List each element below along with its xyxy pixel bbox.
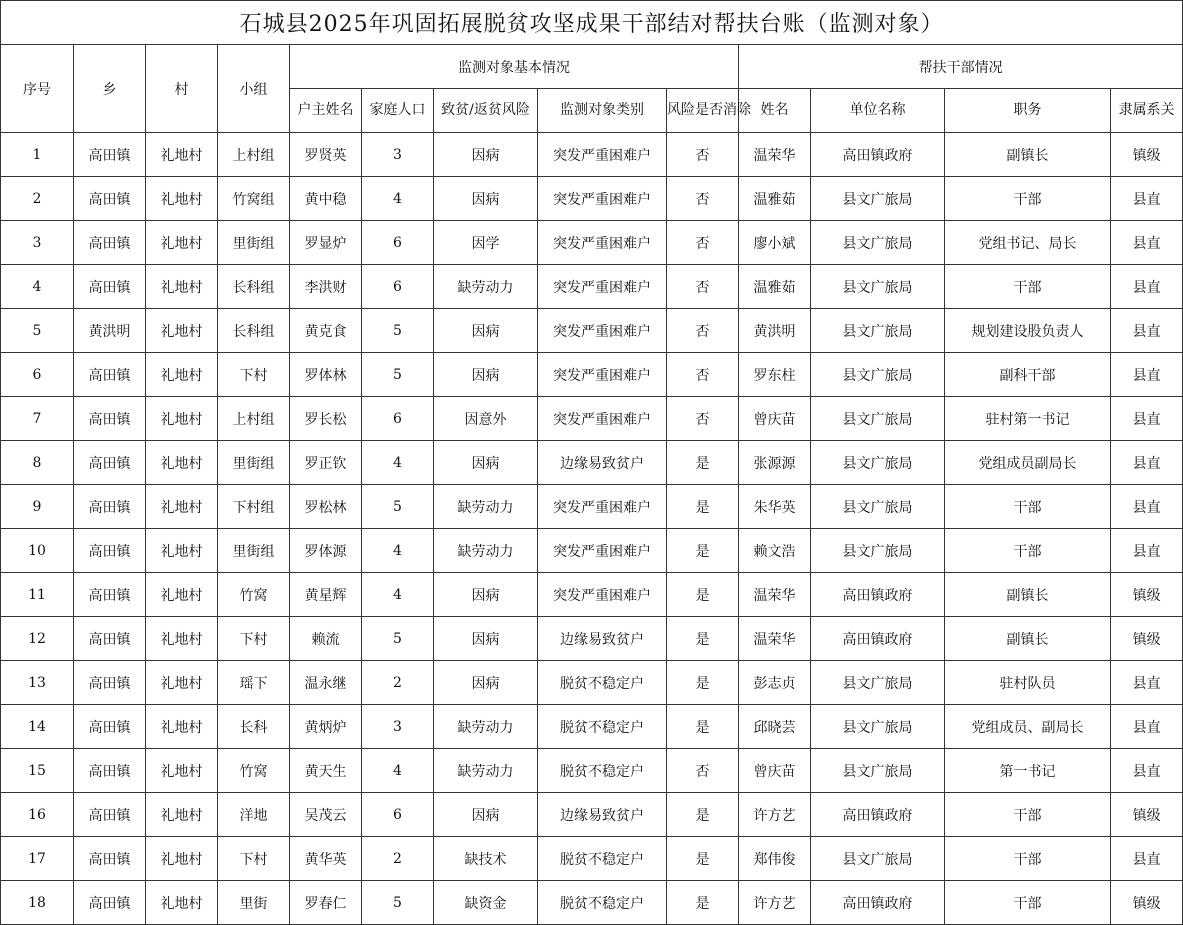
cell-township: 高田镇 [74,837,146,881]
cell-family-size: 5 [362,881,434,925]
cell-risk: 缺资金 [434,881,538,925]
cell-risk: 因病 [434,573,538,617]
cell-village: 礼地村 [146,793,218,837]
cell-householder: 罗春仁 [290,881,362,925]
cell-cadre: 张源源 [739,441,811,485]
cell-family-size: 6 [362,397,434,441]
cell-risk: 因学 [434,221,538,265]
cell-village: 礼地村 [146,573,218,617]
cell-affiliation: 镇级 [1111,617,1183,661]
cell-householder: 罗贤英 [290,133,362,177]
header-risk: 致贫/返贫风险 [434,89,538,133]
table-row [1,353,1183,397]
cell-unit: 县文广旅局 [811,309,945,353]
header-village: 村 [146,45,218,133]
cell-householder: 黄中稳 [290,177,362,221]
table-row [1,133,1183,177]
table-row [1,177,1183,221]
cell-eliminated: 否 [667,309,739,353]
cell-position: 党组书记、局长 [945,221,1111,265]
cell-village: 礼地村 [146,397,218,441]
header-householder: 户主姓名 [290,89,362,133]
cell-group: 洋地 [218,793,290,837]
header-family-size: 家庭人口 [362,89,434,133]
cell-unit: 高田镇政府 [811,881,945,925]
cell-group: 里街组 [218,441,290,485]
cell-village: 礼地村 [146,749,218,793]
cell-township: 高田镇 [74,397,146,441]
cell-family-size: 2 [362,837,434,881]
cell-seq: 1 [1,133,74,177]
cell-unit: 县文广旅局 [811,661,945,705]
header-affiliation: 隶属系关 [1111,89,1183,133]
cell-category: 脱贫不稳定户 [538,837,667,881]
cell-family-size: 4 [362,749,434,793]
cell-householder: 吴茂云 [290,793,362,837]
header-category: 监测对象类别 [538,89,667,133]
cell-group: 下村组 [218,485,290,529]
cell-group: 长科 [218,705,290,749]
cell-seq: 16 [1,793,74,837]
cell-householder: 黄华英 [290,837,362,881]
cell-township: 高田镇 [74,661,146,705]
cell-category: 突发严重困难户 [538,265,667,309]
cell-category: 突发严重困难户 [538,221,667,265]
cell-township: 高田镇 [74,705,146,749]
cell-position: 干部 [945,485,1111,529]
cell-position: 干部 [945,793,1111,837]
cell-position: 副镇长 [945,133,1111,177]
cell-risk: 缺劳动力 [434,529,538,573]
cell-eliminated: 是 [667,661,739,705]
cell-category: 突发严重困难户 [538,133,667,177]
cell-unit: 县文广旅局 [811,265,945,309]
cell-eliminated: 否 [667,265,739,309]
cell-township: 高田镇 [74,133,146,177]
cell-eliminated: 否 [667,133,739,177]
cell-affiliation: 县直 [1111,309,1183,353]
cell-cadre: 曾庆苗 [739,749,811,793]
cell-seq: 14 [1,705,74,749]
cell-village: 礼地村 [146,837,218,881]
cell-family-size: 2 [362,661,434,705]
cell-risk: 缺劳动力 [434,485,538,529]
cell-cadre: 彭志贞 [739,661,811,705]
cell-seq: 7 [1,397,74,441]
cell-householder: 罗长松 [290,397,362,441]
cell-seq: 10 [1,529,74,573]
cell-risk: 因病 [434,133,538,177]
cell-village: 礼地村 [146,221,218,265]
cell-cadre: 邱晓芸 [739,705,811,749]
header-cadre-name: 姓名 [739,89,811,133]
cell-unit: 县文广旅局 [811,353,945,397]
cell-eliminated: 是 [667,837,739,881]
cell-seq: 3 [1,221,74,265]
cell-position: 干部 [945,177,1111,221]
cell-affiliation: 县直 [1111,265,1183,309]
cell-village: 礼地村 [146,177,218,221]
cell-cadre: 温荣华 [739,133,811,177]
cell-affiliation: 镇级 [1111,881,1183,925]
cell-seq: 8 [1,441,74,485]
table-row [1,529,1183,573]
cell-affiliation: 县直 [1111,397,1183,441]
cell-affiliation: 镇级 [1111,793,1183,837]
cell-risk: 因病 [434,793,538,837]
table-row [1,309,1183,353]
table-row [1,221,1183,265]
cell-family-size: 4 [362,177,434,221]
cell-unit: 县文广旅局 [811,485,945,529]
cell-position: 干部 [945,265,1111,309]
cell-cadre: 温雅茹 [739,265,811,309]
cell-seq: 17 [1,837,74,881]
cell-category: 边缘易致贫户 [538,441,667,485]
cell-seq: 4 [1,265,74,309]
cell-affiliation: 县直 [1111,221,1183,265]
header-group: 小组 [218,45,290,133]
cell-group: 下村 [218,353,290,397]
cell-position: 干部 [945,881,1111,925]
cell-risk: 因病 [434,661,538,705]
cell-village: 礼地村 [146,881,218,925]
cell-position: 干部 [945,837,1111,881]
cell-risk: 因病 [434,617,538,661]
cell-township: 高田镇 [74,617,146,661]
cell-village: 礼地村 [146,265,218,309]
cell-village: 礼地村 [146,441,218,485]
cell-seq: 18 [1,881,74,925]
cell-unit: 高田镇政府 [811,793,945,837]
cell-village: 礼地村 [146,617,218,661]
cell-cadre: 郑伟俊 [739,837,811,881]
cell-cadre: 朱华英 [739,485,811,529]
cell-group: 竹窝 [218,573,290,617]
cell-unit: 高田镇政府 [811,133,945,177]
cell-affiliation: 镇级 [1111,573,1183,617]
cell-householder: 罗体林 [290,353,362,397]
cell-family-size: 4 [362,529,434,573]
cell-group: 上村组 [218,133,290,177]
cell-position: 驻村第一书记 [945,397,1111,441]
cell-householder: 黄星辉 [290,573,362,617]
cell-eliminated: 否 [667,221,739,265]
cell-cadre: 温雅茹 [739,177,811,221]
cell-village: 礼地村 [146,353,218,397]
cell-cadre: 温荣华 [739,573,811,617]
cell-category: 脱贫不稳定户 [538,749,667,793]
table-row [1,485,1183,529]
cell-village: 礼地村 [146,309,218,353]
cell-township: 高田镇 [74,265,146,309]
cell-category: 脱贫不稳定户 [538,705,667,749]
cell-cadre: 赖文浩 [739,529,811,573]
cell-householder: 黄天生 [290,749,362,793]
cell-householder: 温永继 [290,661,362,705]
table-row [1,881,1183,925]
table-row [1,265,1183,309]
cell-category: 脱贫不稳定户 [538,661,667,705]
cell-township: 高田镇 [74,793,146,837]
cell-householder: 赖流 [290,617,362,661]
cell-township: 高田镇 [74,441,146,485]
cell-position: 副科干部 [945,353,1111,397]
table-row [1,661,1183,705]
cell-householder: 李洪财 [290,265,362,309]
cell-affiliation: 镇级 [1111,133,1183,177]
cell-family-size: 6 [362,265,434,309]
cell-eliminated: 是 [667,441,739,485]
cell-unit: 县文广旅局 [811,177,945,221]
cell-category: 突发严重困难户 [538,485,667,529]
cell-position: 规划建设股负责人 [945,309,1111,353]
cell-affiliation: 县直 [1111,661,1183,705]
cell-eliminated: 否 [667,749,739,793]
header-position: 职务 [945,89,1111,133]
cell-township: 高田镇 [74,353,146,397]
cell-eliminated: 是 [667,793,739,837]
cell-township: 黄洪明 [74,309,146,353]
cell-category: 脱贫不稳定户 [538,881,667,925]
cell-village: 礼地村 [146,133,218,177]
cell-family-size: 4 [362,441,434,485]
cell-householder: 罗显炉 [290,221,362,265]
cell-householder: 黄克食 [290,309,362,353]
cell-unit: 县文广旅局 [811,837,945,881]
cell-eliminated: 是 [667,485,739,529]
cell-group: 竹窝组 [218,177,290,221]
cell-village: 礼地村 [146,485,218,529]
cell-seq: 5 [1,309,74,353]
cell-eliminated: 否 [667,353,739,397]
cell-risk: 因病 [434,353,538,397]
cell-unit: 高田镇政府 [811,573,945,617]
cell-unit: 县文广旅局 [811,441,945,485]
cell-eliminated: 是 [667,617,739,661]
cell-cadre: 曾庆苗 [739,397,811,441]
cell-affiliation: 县直 [1111,353,1183,397]
cell-affiliation: 县直 [1111,177,1183,221]
cell-unit: 县文广旅局 [811,221,945,265]
cell-position: 党组成员、副局长 [945,705,1111,749]
cell-village: 礼地村 [146,705,218,749]
cell-category: 突发严重困难户 [538,529,667,573]
cell-seq: 9 [1,485,74,529]
cell-seq: 15 [1,749,74,793]
cell-eliminated: 否 [667,177,739,221]
cell-family-size: 4 [362,573,434,617]
cell-householder: 罗正钦 [290,441,362,485]
cell-cadre: 许方艺 [739,793,811,837]
cell-unit: 县文广旅局 [811,749,945,793]
cell-seq: 6 [1,353,74,397]
cell-seq: 12 [1,617,74,661]
cell-affiliation: 县直 [1111,485,1183,529]
cell-risk: 缺劳动力 [434,265,538,309]
cell-family-size: 3 [362,705,434,749]
cell-seq: 2 [1,177,74,221]
table-row [1,793,1183,837]
cell-group: 里街组 [218,221,290,265]
cell-township: 高田镇 [74,573,146,617]
cell-family-size: 5 [362,353,434,397]
cell-cadre: 黄洪明 [739,309,811,353]
cell-householder: 罗体源 [290,529,362,573]
cell-eliminated: 是 [667,529,739,573]
cell-group: 里街组 [218,529,290,573]
cell-eliminated: 是 [667,881,739,925]
cell-householder: 黄炳炉 [290,705,362,749]
cell-position: 第一书记 [945,749,1111,793]
cell-category: 突发严重困难户 [538,573,667,617]
cell-cadre: 许方艺 [739,881,811,925]
table-row [1,837,1183,881]
cell-cadre: 罗东柱 [739,353,811,397]
cell-affiliation: 县直 [1111,837,1183,881]
cell-eliminated: 否 [667,397,739,441]
cell-affiliation: 县直 [1111,705,1183,749]
cell-category: 边缘易致贫户 [538,617,667,661]
cell-township: 高田镇 [74,881,146,925]
cell-category: 突发严重困难户 [538,353,667,397]
cell-unit: 县文广旅局 [811,705,945,749]
cell-group: 里街 [218,881,290,925]
cell-position: 副镇长 [945,573,1111,617]
cell-risk: 缺技术 [434,837,538,881]
cell-unit: 高田镇政府 [811,617,945,661]
table-row [1,749,1183,793]
header-seq: 序号 [1,45,74,133]
cell-category: 突发严重困难户 [538,177,667,221]
cell-position: 党组成员副局长 [945,441,1111,485]
cell-eliminated: 是 [667,705,739,749]
cell-unit: 县文广旅局 [811,397,945,441]
cell-position: 驻村队员 [945,661,1111,705]
cell-family-size: 6 [362,221,434,265]
cell-township: 高田镇 [74,221,146,265]
cell-unit: 县文广旅局 [811,529,945,573]
cell-township: 高田镇 [74,749,146,793]
cell-risk: 缺劳动力 [434,705,538,749]
cell-risk: 缺劳动力 [434,749,538,793]
cell-householder: 罗松林 [290,485,362,529]
cell-seq: 13 [1,661,74,705]
cell-risk: 因意外 [434,397,538,441]
cell-township: 高田镇 [74,177,146,221]
cell-group: 下村 [218,837,290,881]
table-row [1,573,1183,617]
cell-group: 瑶下 [218,661,290,705]
cell-affiliation: 县直 [1111,749,1183,793]
cell-position: 干部 [945,529,1111,573]
header-eliminated: 风险是否消除 [667,89,739,133]
cell-village: 礼地村 [146,529,218,573]
cell-township: 高田镇 [74,529,146,573]
cell-risk: 因病 [434,177,538,221]
cell-family-size: 5 [362,617,434,661]
cell-family-size: 5 [362,485,434,529]
cell-category: 突发严重困难户 [538,309,667,353]
cell-category: 突发严重困难户 [538,397,667,441]
cell-risk: 因病 [434,309,538,353]
cell-eliminated: 是 [667,573,739,617]
cell-group: 长科组 [218,265,290,309]
table-row [1,441,1183,485]
table-row [1,705,1183,749]
cell-group: 竹窝 [218,749,290,793]
cell-township: 高田镇 [74,485,146,529]
table-row [1,617,1183,661]
cell-affiliation: 县直 [1111,441,1183,485]
header-helper-group: 帮扶干部情况 [739,45,1183,89]
header-monitor-group: 监测对象基本情况 [290,45,739,89]
table-row [1,397,1183,441]
cell-village: 礼地村 [146,661,218,705]
cell-group: 上村组 [218,397,290,441]
header-unit: 单位名称 [811,89,945,133]
cell-group: 下村 [218,617,290,661]
ledger-body [1,133,1183,925]
cell-cadre: 温荣华 [739,617,811,661]
cell-cadre: 廖小斌 [739,221,811,265]
cell-risk: 因病 [434,441,538,485]
cell-family-size: 6 [362,793,434,837]
cell-family-size: 3 [362,133,434,177]
cell-family-size: 5 [362,309,434,353]
header-township: 乡 [74,45,146,133]
cell-seq: 11 [1,573,74,617]
page-title: 石城县2025年巩固拓展脱贫攻坚成果干部结对帮扶台账（监测对象） [1,1,1183,45]
cell-group: 长科组 [218,309,290,353]
cell-affiliation: 县直 [1111,529,1183,573]
cell-position: 副镇长 [945,617,1111,661]
cell-category: 边缘易致贫户 [538,793,667,837]
